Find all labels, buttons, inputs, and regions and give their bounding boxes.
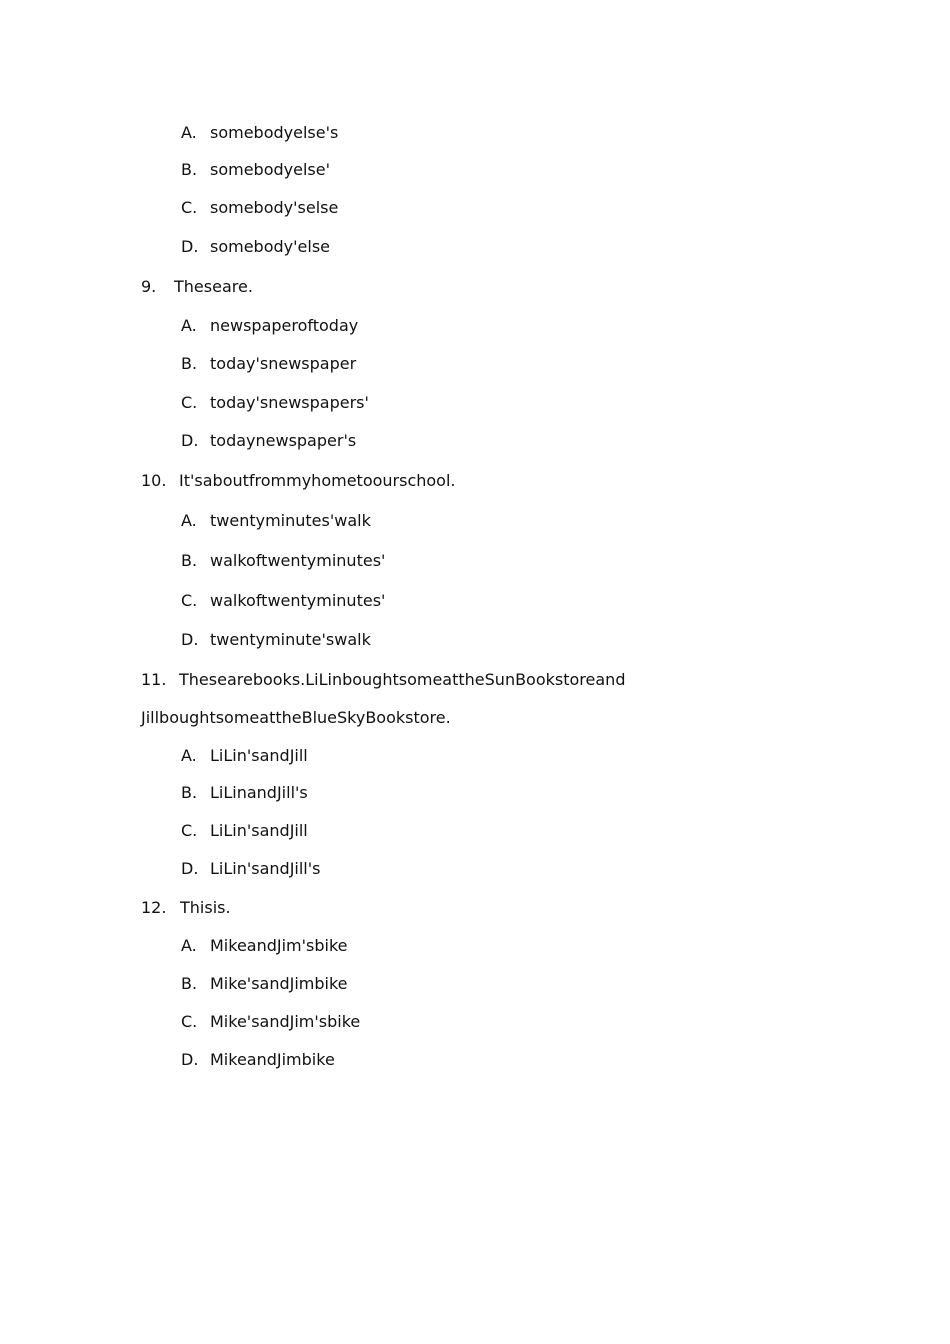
option-text: somebodyelse' <box>210 160 330 179</box>
option-letter: C. <box>181 821 198 840</box>
option-letter: D. <box>181 431 199 450</box>
option-text: newspaperoftoday <box>210 316 359 335</box>
question-text: Thisis. <box>180 898 231 917</box>
option-text: LiLin'sandJill <box>210 821 308 840</box>
option-text: Mike'sandJimbike <box>210 974 348 993</box>
option-letter: C. <box>181 591 198 610</box>
option-text: today'snewspapers' <box>210 393 369 412</box>
option-text: walkoftwentyminutes' <box>210 591 386 610</box>
option-text: LiLinandJill's <box>210 783 308 802</box>
option-text: walkoftwentyminutes' <box>210 551 386 570</box>
option-letter: A. <box>181 936 197 955</box>
option-letter: B. <box>181 783 198 802</box>
option-text: twentyminute'swalk <box>210 630 371 649</box>
option-text: LiLin'sandJill's <box>210 859 321 878</box>
option-text: Mike'sandJim'sbike <box>210 1012 361 1031</box>
question-text: Theseare. <box>174 277 253 296</box>
question-number: 10. <box>141 471 167 490</box>
option-letter: C. <box>181 1012 198 1031</box>
option-letter: A. <box>181 123 197 142</box>
option-text: MikeandJimbike <box>210 1050 335 1069</box>
option-text: somebodyelse's <box>210 123 339 142</box>
option-letter: B. <box>181 354 198 373</box>
question-number: 11. <box>141 670 167 689</box>
option-letter: B. <box>181 974 198 993</box>
option-text: twentyminutes'walk <box>210 511 371 530</box>
option-letter: A. <box>181 511 197 530</box>
option-letter: B. <box>181 551 198 570</box>
option-text: somebody'else <box>210 237 330 256</box>
question-number: 9. <box>141 277 157 296</box>
option-letter: D. <box>181 630 199 649</box>
option-letter: C. <box>181 198 198 217</box>
option-letter: D. <box>181 859 199 878</box>
option-letter: B. <box>181 160 198 179</box>
option-letter: A. <box>181 746 197 765</box>
option-text: today'snewspaper <box>210 354 357 373</box>
question-continuation: JillboughtsomeattheBlueSkyBookstore. <box>141 708 451 727</box>
question-text: Thesearebooks.LiLinboughtsomeattheSunBookstoreand <box>179 670 626 689</box>
option-text: somebody'selse <box>210 198 339 217</box>
option-letter: A. <box>181 316 197 335</box>
option-text: MikeandJim'sbike <box>210 936 348 955</box>
option-text: LiLin'sandJill <box>210 746 308 765</box>
option-letter: D. <box>181 1050 199 1069</box>
question-number: 12. <box>141 898 167 917</box>
option-text: todaynewspaper's <box>210 431 357 450</box>
option-letter: C. <box>181 393 198 412</box>
question-text: It'saboutfrommyhometoourschool. <box>179 471 456 490</box>
option-letter: D. <box>181 237 199 256</box>
